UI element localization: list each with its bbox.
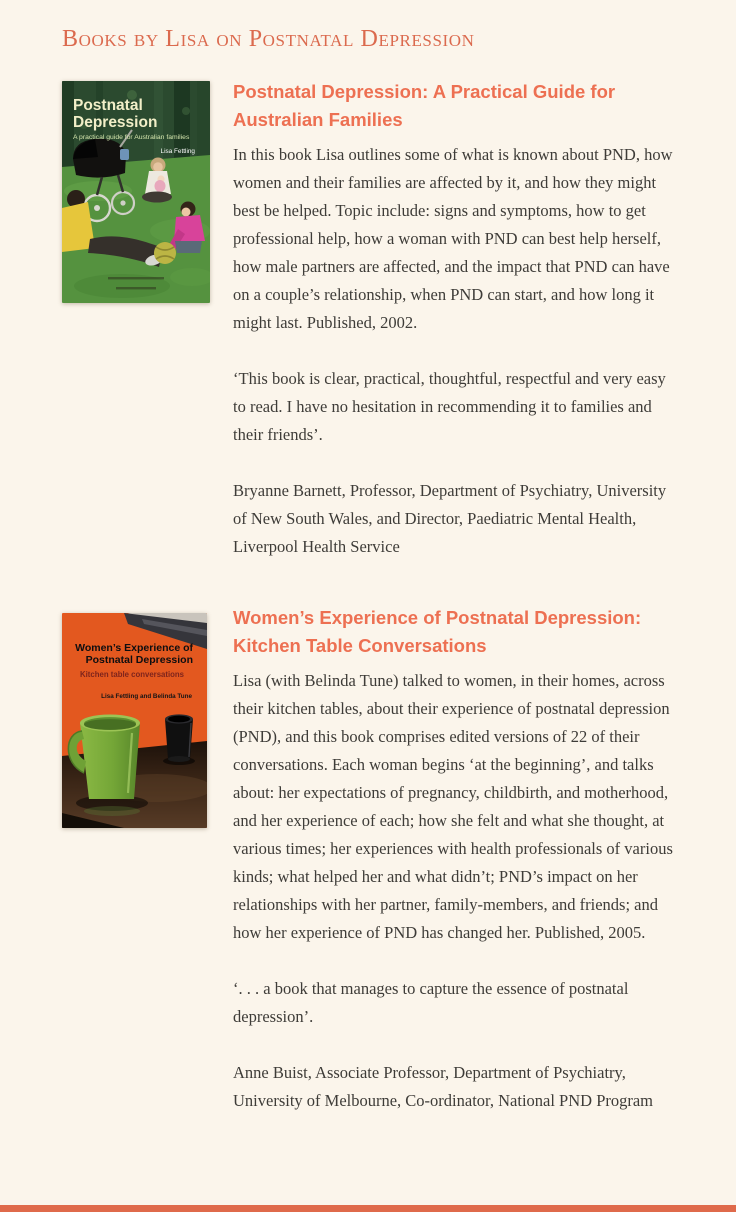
book-title-practical-guide: Postnatal Depression: A Practical Guide for Australian Families [233, 81, 616, 130]
book-review-attribution: Bryanne Barnett, Professor, Department of Psychiatry, University of New South Wales, and Director, Paediatric Mental Health, Liverpool Health Service [233, 481, 667, 556]
cover1-title-line1: Postnatal [73, 97, 143, 114]
page-title: Books by Lisa on Postnatal Depression [62, 26, 475, 52]
cover1-title-line2: Depression [73, 114, 158, 131]
footer-divider [0, 1205, 736, 1212]
book-title-kitchen-table: Women’s Experience of Postnatal Depression: Kitchen Table Conversations [233, 607, 642, 656]
book-entry-practical-guide [62, 81, 682, 561]
book-entry-kitchen-table [62, 607, 682, 1115]
book-details-practical-guide [233, 81, 682, 561]
cover2-subtitle: Kitchen table conversations [80, 670, 184, 679]
cover2-authors: Lisa Fettling and Belinda Tune [101, 693, 192, 700]
book-review-quote: ‘. . . a book that manages to capture the essence of postnatal depression’. [233, 979, 629, 1026]
cover1-author: Lisa Fettling [160, 148, 195, 155]
book-cover-kitchen-table [62, 607, 210, 1115]
book-description: In this book Lisa outlines some of what is known about PND, how women and their families are affected by it, and how they might best be helped. Topic include: signs and symptoms, how to get professional help, how a woman with PND can best help herself, how male partners are affected, and the impact that PND can have on a couple’s relationship, when PND can start, and how long it might last. Published, 2002. [233, 145, 673, 332]
book-cover-practical-guide [62, 81, 210, 561]
book-review-quote: ‘This book is clear, practical, thoughtful, respectful and very easy to read. I have no hesitation in recommending it to families and their friends’. [233, 369, 666, 444]
book-review-attribution: Anne Buist, Associate Professor, Department of Psychiatry, University of Melbourne, Co-ordinator, National PND Program [233, 1063, 654, 1110]
cover2-title-line1: Women’s Experience of [75, 642, 193, 654]
cover2-title-line2: Postnatal Depression [85, 654, 193, 666]
cover1-subtitle: A practical guide for Australian families [73, 134, 190, 141]
book-description: Lisa (with Belinda Tune) talked to women, in their homes, across their kitchen tables, about their experience of postnatal depression (PND), and this book comprises edited versions of 22 of their conversations. Each woman begins ‘at the beginning’, and talks about: her expectations of pregnancy, childbirth, and motherhood, and her experience of each; how she felt and what she thought, at various times; her experiences with health professionals of various kinds; what helped her and what didn’t; PND’s impact on her relationships with her partner, family-members, and friends; and how her experience of PND has changed her. Published, 2005. [233, 671, 673, 942]
book-cover-image-practical-guide [62, 81, 210, 303]
ball-illustration [154, 242, 176, 264]
book-cover-image-kitchen-table [62, 613, 207, 828]
book-details-kitchen-table [233, 607, 682, 1115]
